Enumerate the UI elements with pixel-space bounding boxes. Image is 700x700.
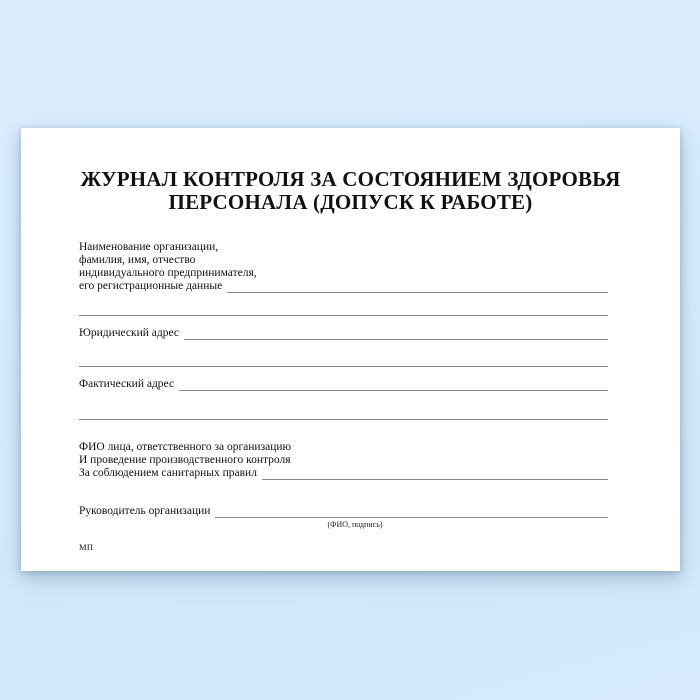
legal-address-continuation-line xyxy=(79,366,608,367)
document-title xyxy=(21,168,680,214)
actual-address-field-line xyxy=(179,378,608,391)
responsible-person-block xyxy=(79,441,608,480)
document-title-line-1: ЖУРНАЛ КОНТРОЛЯ ЗА СОСТОЯНИЕМ ЗДОРОВЬЯ xyxy=(80,167,621,191)
organization-registration-field-line xyxy=(227,280,608,293)
head-of-organization-row xyxy=(79,505,608,518)
organization-registration-row xyxy=(79,280,608,293)
paper-sheet xyxy=(21,128,680,571)
organization-label-line-1: Наименование организации, xyxy=(79,241,219,253)
organization-label-line-3: индивидуального предпринимателя, xyxy=(79,267,257,279)
organization-label-line-2: фамилия, имя, отчество xyxy=(79,254,196,266)
document-title-line-2: ПЕРСОНАЛА (ДОПУСК К РАБОТЕ) xyxy=(168,190,533,214)
actual-address-row xyxy=(79,378,608,391)
organization-name-block xyxy=(79,241,608,293)
actual-address-continuation-line xyxy=(79,419,608,420)
responsible-field-line xyxy=(262,467,608,480)
responsible-row xyxy=(79,467,608,480)
legal-address-field-line xyxy=(184,327,608,340)
legal-address-row xyxy=(79,327,608,340)
organization-label-line-4: его регистрационные данные xyxy=(79,280,223,292)
seal-place-mark: МП xyxy=(79,542,94,552)
head-of-organization-field-line xyxy=(215,505,608,518)
actual-address-label: Фактический адрес xyxy=(79,378,175,390)
responsible-label-line-3: За соблюдением санитарных правил xyxy=(79,467,257,479)
organization-registration-continuation-line xyxy=(79,315,608,316)
legal-address-label: Юридический адрес xyxy=(79,327,179,339)
head-of-organization-label: Руководитель организации xyxy=(79,505,211,517)
responsible-label-line-2: И проведение производственного контроля xyxy=(79,454,291,466)
head-signature-caption: (ФИО, подпись) xyxy=(327,520,383,529)
responsible-label-line-1: ФИО лица, ответственного за организацию xyxy=(79,441,292,453)
